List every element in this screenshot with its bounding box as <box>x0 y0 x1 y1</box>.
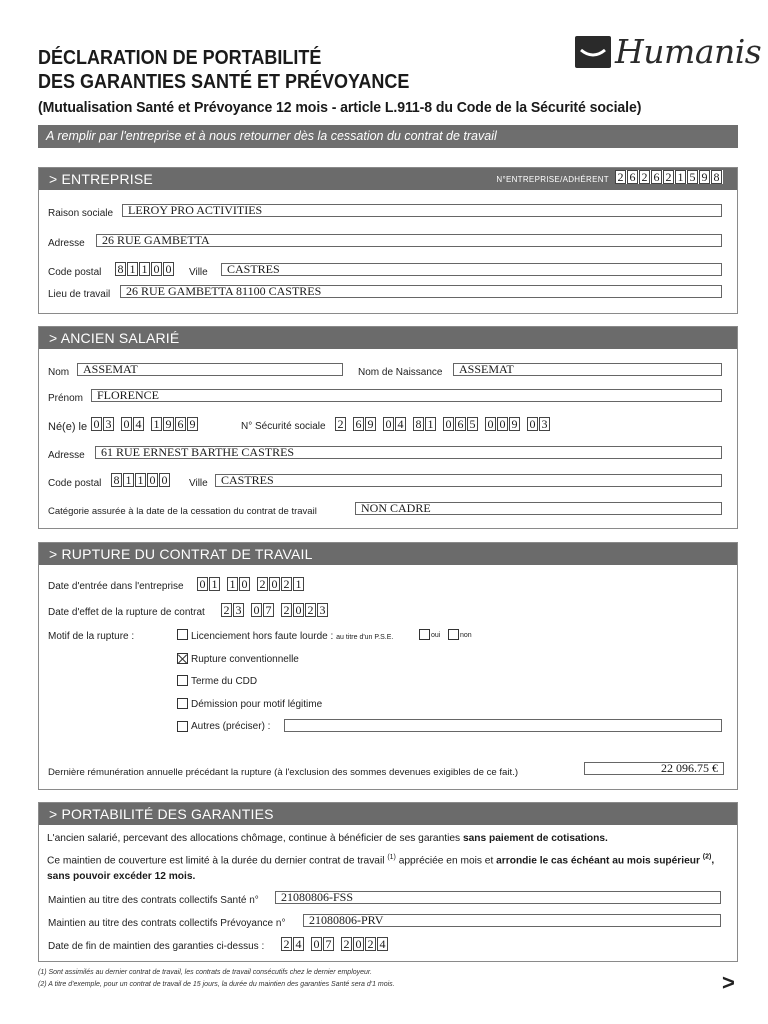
digit: 0 <box>159 473 170 487</box>
adresse-field[interactable]: 61 RUE ERNEST BARTHE CASTRES <box>95 446 722 459</box>
code-postal-label: Code postal <box>48 478 102 489</box>
code-postal-digits[interactable] <box>115 262 175 276</box>
pse-oui-label: oui <box>431 632 441 639</box>
pse-non-label: non <box>460 632 472 639</box>
date-entree-label: Date d'entrée dans l'entreprise <box>48 581 184 592</box>
terme-cdd-label: Terme du CDD <box>191 676 258 687</box>
digit: 8 <box>111 473 122 487</box>
portabilite-paragraph-1: L'ancien salarié, percevant des allocations chômage, continue à bénéficier de ses garanties sans paiement de cotisations. <box>47 833 608 844</box>
licenciement-checkbox[interactable] <box>177 629 188 640</box>
secu-digits[interactable] <box>335 417 551 431</box>
digit: 0 <box>311 937 322 951</box>
digit: 2 <box>615 170 626 184</box>
digit: 2 <box>335 417 346 431</box>
digit: 2 <box>221 603 232 617</box>
rupture-conventionnelle-label: Rupture conventionnelle <box>191 654 299 665</box>
raison-sociale-field[interactable]: LEROY PRO ACTIVITIES <box>122 204 722 217</box>
digit: 2 <box>281 937 292 951</box>
digit: 1 <box>123 473 134 487</box>
digit: 1 <box>139 262 150 276</box>
digit: 0 <box>239 577 250 591</box>
digit: 0 <box>497 417 508 431</box>
remuneration-field[interactable]: 22 096.75 € <box>584 762 724 775</box>
humanis-logo <box>575 32 762 74</box>
digit: 0 <box>383 417 394 431</box>
licenciement-label: Licenciement hors faute lourde : au titre d'un P.S.E. <box>191 631 394 642</box>
maintien-prevoyance-field[interactable]: 21080806-PRV <box>303 914 721 927</box>
digit: 6 <box>175 417 186 431</box>
digit: 0 <box>443 417 454 431</box>
digit: 0 <box>353 937 364 951</box>
lieu-travail-field[interactable]: 26 RUE GAMBETTA 81100 CASTRES <box>120 285 722 298</box>
section-heading <box>39 543 737 565</box>
digit: 0 <box>527 417 538 431</box>
digit: 0 <box>91 417 102 431</box>
date-fin-digits[interactable] <box>281 937 389 951</box>
adresse-field[interactable]: 26 RUE GAMBETTA <box>96 234 722 247</box>
nom-naissance-field[interactable]: ASSEMAT <box>453 363 722 376</box>
heading-text: > RUPTURE DU CONTRAT DE TRAVAIL <box>49 546 313 562</box>
section-entreprise <box>38 167 738 314</box>
digit: 3 <box>317 603 328 617</box>
entreprise-number-digits[interactable] <box>615 170 723 184</box>
digit: 7 <box>323 937 334 951</box>
nom-field[interactable]: ASSEMAT <box>77 363 343 376</box>
remuneration-label: Dernière rémunération annuelle précédant la rupture (à l'exclusion des sommes devenues exigibles de ce fait.) <box>48 767 519 778</box>
autres-checkbox[interactable] <box>177 721 188 732</box>
digit: 6 <box>353 417 364 431</box>
digit: 3 <box>539 417 550 431</box>
date-entree-digits[interactable] <box>197 577 305 591</box>
terme-cdd-checkbox[interactable] <box>177 675 188 686</box>
digit: 9 <box>187 417 198 431</box>
categorie-field[interactable]: NON CADRE <box>355 502 722 515</box>
section-ancien-salarie <box>38 326 738 529</box>
digit: 4 <box>133 417 144 431</box>
title-line-2: DES GARANTIES SANTÉ ET PRÉVOYANCE <box>38 71 410 93</box>
footnote-1: (1) Sont assimilés au dernier contrat de travail, les contrats de travail consécutifs chez le dernier employeur. <box>38 969 372 976</box>
code-postal-digits[interactable] <box>111 473 171 487</box>
portabilite-paragraph-2: Ce maintien de couverture est limité à la durée du dernier contrat de travail $^{(1)}$ appréciée en mois et arrondie le cas échéant au mois supérieur $^{(2)}$, sans pouvoir excéder 12 mois. <box>47 854 715 883</box>
heading-text: > ENTREPRISE <box>49 171 153 187</box>
date-naissance-digits[interactable] <box>91 417 199 431</box>
digit: 5 <box>687 170 698 184</box>
section-rupture <box>38 542 738 790</box>
form-title <box>38 46 506 94</box>
entreprise-number-label: N°ENTREPRISE/ADHÉRENT <box>496 175 609 184</box>
digit: 1 <box>151 417 162 431</box>
digit: 1 <box>227 577 238 591</box>
digit: 8 <box>115 262 126 276</box>
heading-text: > ANCIEN SALARIÉ <box>49 330 180 346</box>
digit: 3 <box>233 603 244 617</box>
categorie-label: Catégorie assurée à la date de la cessation du contrat de travail <box>48 506 317 517</box>
heading-text: > PORTABILITÉ DES GARANTIES <box>49 806 274 822</box>
digit: 6 <box>627 170 638 184</box>
date-effet-label: Date d'effet de la rupture de contrat <box>48 607 205 618</box>
digit: 0 <box>163 262 174 276</box>
date-effet-digits[interactable] <box>221 603 329 617</box>
digit: 5 <box>467 417 478 431</box>
maintien-sante-label: Maintien au titre des contrats collectifs Santé n° <box>48 895 259 906</box>
code-postal-label: Code postal <box>48 267 102 278</box>
digit: 0 <box>251 603 262 617</box>
section-heading <box>39 327 737 349</box>
form-subtitle: (Mutualisation Santé et Prévoyance 12 mois - article L.911-8 du Code de la Sécurité sociale) <box>38 99 642 116</box>
raison-sociale-label: Raison sociale <box>48 208 114 219</box>
digit: 4 <box>377 937 388 951</box>
logo-text: Humanis <box>615 32 762 71</box>
digit: 1 <box>127 262 138 276</box>
logo-mark-icon <box>575 36 611 68</box>
adresse-label: Adresse <box>48 238 85 249</box>
secu-label: N° Sécurité sociale <box>241 421 326 432</box>
maintien-prevoyance-label: Maintien au titre des contrats collectifs Prévoyance n° <box>48 918 286 929</box>
digit: 0 <box>485 417 496 431</box>
digit: 4 <box>293 937 304 951</box>
digit: 0 <box>293 603 304 617</box>
maintien-sante-field[interactable]: 21080806-FSS <box>275 891 721 904</box>
digit: 0 <box>269 577 280 591</box>
digit: 2 <box>281 577 292 591</box>
digit: 1 <box>135 473 146 487</box>
digit: 1 <box>675 170 686 184</box>
ville-field[interactable]: CASTRES <box>215 474 722 487</box>
prenom-field[interactable]: FLORENCE <box>91 389 722 402</box>
demission-label: Démission pour motif légitime <box>191 699 323 710</box>
adresse-label: Adresse <box>48 450 85 461</box>
digit: 0 <box>197 577 208 591</box>
digit: 2 <box>365 937 376 951</box>
digit: 2 <box>341 937 352 951</box>
next-page-arrow-icon[interactable]: > <box>722 970 735 995</box>
motif-label: Motif de la rupture : <box>48 631 135 642</box>
instruction-banner: A remplir par l'entreprise et à nous retourner dès la cessation du contrat de travail <box>38 125 738 148</box>
digit: 1 <box>293 577 304 591</box>
digit: 3 <box>103 417 114 431</box>
digit: 1 <box>425 417 436 431</box>
digit: 8 <box>413 417 424 431</box>
demission-checkbox[interactable] <box>177 698 188 709</box>
rupture-conventionnelle-checkbox[interactable] <box>177 653 188 664</box>
autres-label: Autres (préciser) : <box>191 721 271 732</box>
prenom-label: Prénom <box>48 393 84 404</box>
section-portabilite <box>38 802 738 962</box>
digit: 0 <box>121 417 132 431</box>
ville-label: Ville <box>189 478 208 489</box>
digit: 2 <box>305 603 316 617</box>
digit: 0 <box>147 473 158 487</box>
date-fin-label: Date de fin de maintien des garanties ci-dessus : <box>48 941 265 952</box>
autres-field[interactable] <box>284 719 722 732</box>
title-line-1: DÉCLARATION DE PORTABILITÉ <box>38 47 322 69</box>
section-heading <box>39 803 737 825</box>
digit: 7 <box>263 603 274 617</box>
pse-oui-checkbox[interactable] <box>419 629 430 640</box>
digit: 2 <box>281 603 292 617</box>
date-naissance-label: Né(e) le <box>48 421 88 433</box>
digit: 9 <box>509 417 520 431</box>
digit: 0 <box>151 262 162 276</box>
digit: 4 <box>395 417 406 431</box>
pse-label: au titre d'un P.S.E. <box>336 634 394 641</box>
digit: 6 <box>651 170 662 184</box>
digit: 2 <box>663 170 674 184</box>
ville-field[interactable]: CASTRES <box>221 263 722 276</box>
ville-label: Ville <box>189 267 208 278</box>
digit: 2 <box>257 577 268 591</box>
digit: 2 <box>639 170 650 184</box>
digit: 9 <box>365 417 376 431</box>
digit: 8 <box>711 170 722 184</box>
lieu-travail-label: Lieu de travail <box>48 289 111 300</box>
digit: 9 <box>163 417 174 431</box>
digit: 9 <box>699 170 710 184</box>
digit: 6 <box>455 417 466 431</box>
footnote-2: (2) A titre d'exemple, pour un contrat de travail de 15 jours, la durée du maintien des garanties Santé sera d'1 mois. <box>38 981 395 988</box>
digit: 1 <box>209 577 220 591</box>
nom-naissance-label: Nom de Naissance <box>358 367 443 378</box>
pse-non-checkbox[interactable] <box>448 629 459 640</box>
nom-label: Nom <box>48 367 70 378</box>
